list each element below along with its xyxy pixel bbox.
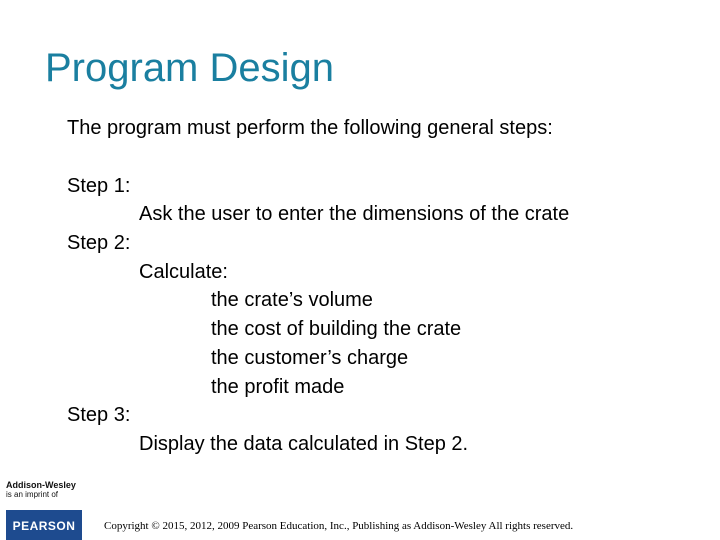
- step-3-detail: Display the data calculated in Step 2.: [139, 432, 469, 455]
- intro-text: The program must perform the following general steps:: [67, 117, 553, 139]
- copyright-footer: Copyright © 2015, 2012, 2009 Pearson Education, Inc., Publishing as Addison-Wesley All rights reserved.: [104, 520, 574, 532]
- slide-body: [67, 114, 707, 459]
- step-2-subitem: the cost of building the crate: [211, 318, 462, 341]
- publisher-logo: [6, 480, 82, 540]
- step-1-label: Step 1:: [67, 174, 131, 197]
- step-3-label: Step 3:: [67, 404, 131, 427]
- pearson-logo: PEARSON: [6, 510, 82, 540]
- step-1-detail: Ask the user to enter the dimensions of the crate: [139, 203, 570, 226]
- slide-title: Program Design: [45, 46, 335, 90]
- step-2-subitem: the customer’s charge: [211, 346, 409, 369]
- step-2-label: Step 2:: [67, 232, 131, 255]
- step-2-detail: Calculate:: [139, 260, 228, 283]
- imprint-text: is an imprint of: [6, 490, 59, 499]
- step-2-subitem: the crate’s volume: [211, 289, 373, 312]
- step-2-subitem: the profit made: [211, 375, 345, 398]
- addison-wesley-logo-text: Addison-Wesley: [6, 480, 76, 490]
